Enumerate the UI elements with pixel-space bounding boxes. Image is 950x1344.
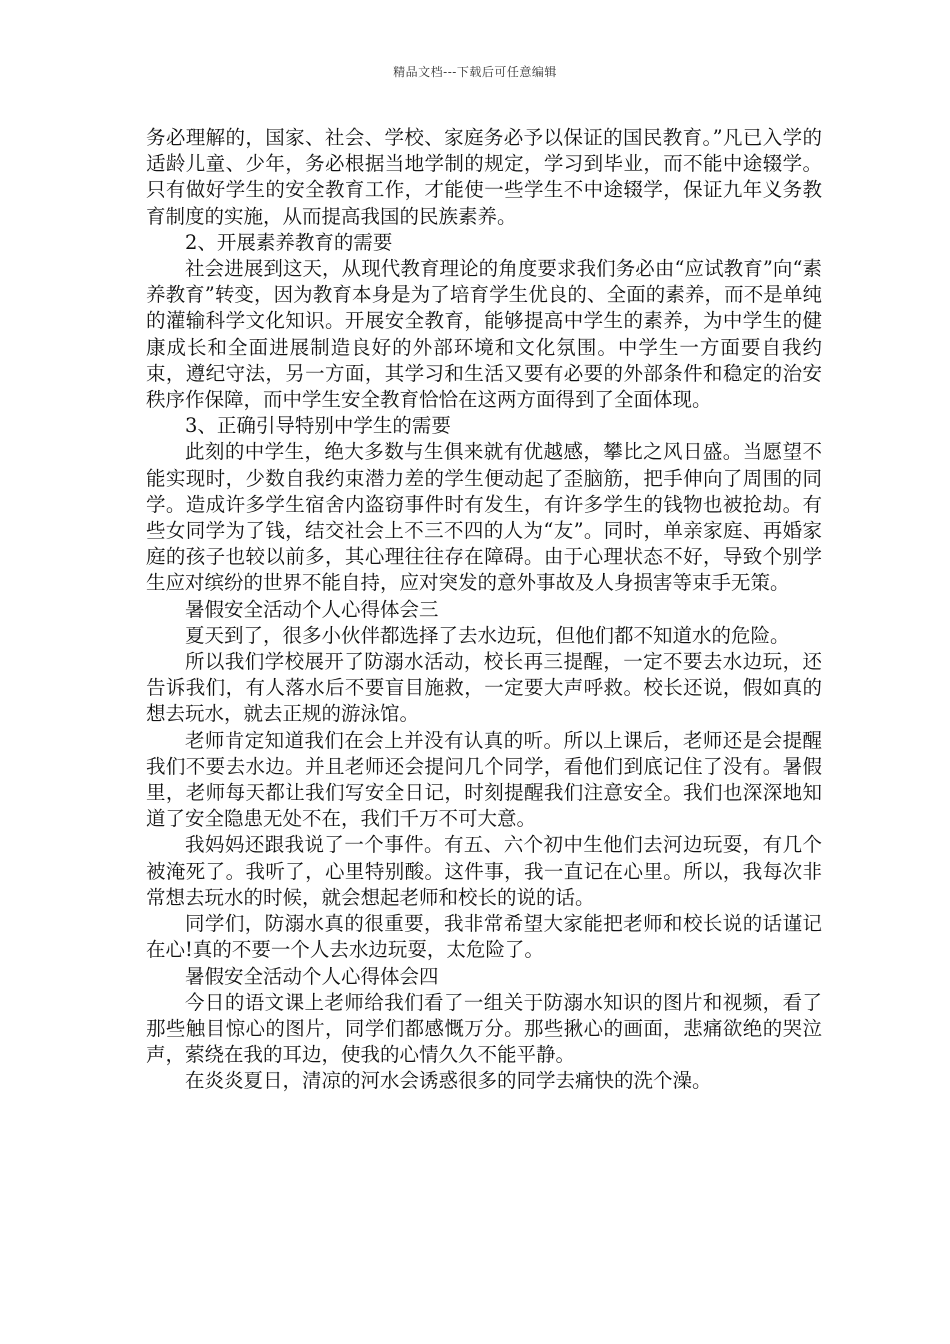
paragraph: 老师肯定知道我们在会上并没有认真的听。所以上课后，老师还是会提醒我们不要去水边。并且老师还会提问几个同学，看他们到底记住了没有。暑假里，老师每天都让我们写安全日记，时刻提醒我们注意安全。我们也深深地知道了安全隐患无处不在，我们千万不可大意。 — [146, 728, 822, 831]
page-header: 精品文档---下载后可任意编辑 — [393, 65, 557, 79]
paragraph: 所以我们学校展开了防溺水活动，校长再三提醒，一定不要去水边玩，还告诉我们，有人落水后不要盲目施救，一定要大声呼救。校长还说，假如真的想去玩水，就去正规的游泳馆。 — [146, 650, 822, 726]
paragraph: 我妈妈还跟我说了一个事件。有五、六个初中生他们去河边玩耍，有几个被淹死了。我听了，心里特别酸。这件事，我一直记在心里。所以，我每次非常想去玩水的时候，就会想起老师和校长的说的话。 — [146, 833, 822, 909]
paragraph: 社会进展到这天，从现代教育理论的角度要求我们务必由“应试教育”向“素养教育”转变，因为教育本身是为了培育学生优良的、全面的素养，而不是单纯的灌输科学文化知识。开展安全教育，能够提高中学生的素养，为中学生的健康成长和全面进展制造良好的外部环境和文化氛围。中学生一方面要自我约束，遵纪守法，另一方面，其学习和生活又要有必要的外部条件和稳定的治安秩序作保障，而中学生安全教育恰恰在这两方面得到了全面体现。 — [146, 257, 822, 412]
paragraph: 在炎炎夏日，清凉的河水会诱惑很多的同学去痛快的洗个澡。 — [185, 1069, 712, 1093]
section-title: 暑假安全活动个人心得体会四 — [185, 964, 439, 988]
section-heading: 2、开展素养教育的需要 — [185, 230, 393, 254]
paragraph: 今日的语文课上老师给我们看了一组关于防溺水知识的图片和视频，看了那些触目惊心的图片，同学们都感慨万分。那些揪心的画面，悲痛欲绝的哭泣声，萦绕在我的耳边，使我的心情久久不能平静。 — [146, 990, 822, 1067]
document-body — [146, 125, 822, 1095]
section-title: 暑假安全活动个人心得体会三 — [185, 597, 439, 621]
paragraph: 夏天到了，很多小伙伴都选择了去水边玩，但他们都不知道水的危险。 — [185, 623, 790, 647]
section-heading: 3、正确引导特别中学生的需要 — [185, 414, 451, 438]
paragraph: 同学们，防溺水真的很重要，我非常希望大家能把老师和校长说的话谨记在心!真的不要一个人去水边玩耍，太危险了。 — [146, 912, 822, 962]
paragraph: 此刻的中学生，绝大多数与生俱来就有优越感，攀比之风日盛。当愿望不能实现时，少数自我约束潜力差的学生便动起了歪脑筋，把手伸向了周围的同学。造成许多学生宿舍内盗窃事件时有发生，有许多学生的钱物也被抢劫。有些女同学为了钱，结交社会上不三不四的人为“友”。同时，单亲家庭、再婚家庭的孩子也较以前多，其心理往往存在障碍。由于心理状态不好，导致个别学生应对缤纷的世界不能自持，应对突发的意外事故及人身损害等束手无策。 — [146, 440, 822, 595]
paragraph: 务必理解的，国家、社会、学校、家庭务必予以保证的国民教育。”凡已入学的适龄儿童、少年，务必根据当地学制的规定，学习到毕业，而不能中途辍学。只有做好学生的安全教育工作，才能使一些学生不中途辍学，保证九年义务教育制度的实施，从而提高我国的民族素养。 — [146, 126, 822, 228]
